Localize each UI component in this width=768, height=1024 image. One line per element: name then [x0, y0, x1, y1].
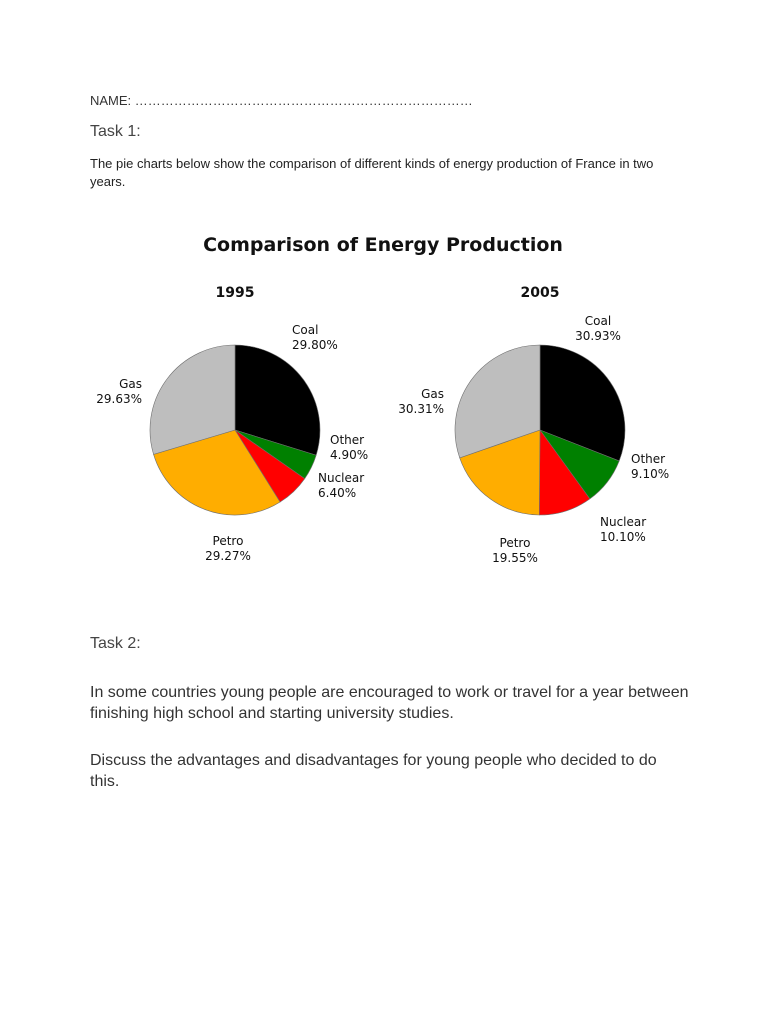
slice-label-1995-nuclear: Nuclear 6.40% — [318, 471, 365, 500]
slice-label-2005-petro: Petro 19.55% — [492, 536, 538, 565]
pie-title-1995: 1995 — [215, 285, 255, 301]
task1-description: The pie charts below show the comparison of different kinds of energy production of France in two years. — [90, 156, 654, 189]
slice-label-1995-other: Other 4.90% — [330, 433, 369, 462]
task1-heading: Task 1: — [90, 123, 141, 140]
slice-label-2005-coal: Coal 30.93% — [575, 314, 621, 343]
chart-title: Comparison of Energy Production — [203, 234, 563, 256]
slice-label-1995-gas: Gas 29.63% — [96, 377, 142, 406]
slice-label-2005-nuclear: Nuclear 10.10% — [600, 515, 647, 544]
task2-heading: Task 2: — [90, 635, 141, 652]
slice-label-1995-coal: Coal 29.80% — [292, 323, 338, 352]
slice-label-1995-petro: Petro 29.27% — [205, 534, 251, 563]
pies-layer — [96, 285, 669, 565]
slice-label-2005-gas: Gas 30.31% — [398, 387, 444, 416]
energy-pie-charts — [0, 215, 768, 590]
task2-paragraph-1: In some countries young people are encouraged to work or travel for a year between finishing high school and starting university studies. — [90, 684, 689, 722]
slice-label-2005-other: Other 9.10% — [631, 452, 670, 481]
pie-title-2005: 2005 — [520, 285, 560, 301]
name-line: NAME: …………………………………………………………………… — [90, 93, 473, 108]
task2-paragraph-2: Discuss the advantages and disadvantages for young people who decided to do this. — [90, 752, 657, 790]
